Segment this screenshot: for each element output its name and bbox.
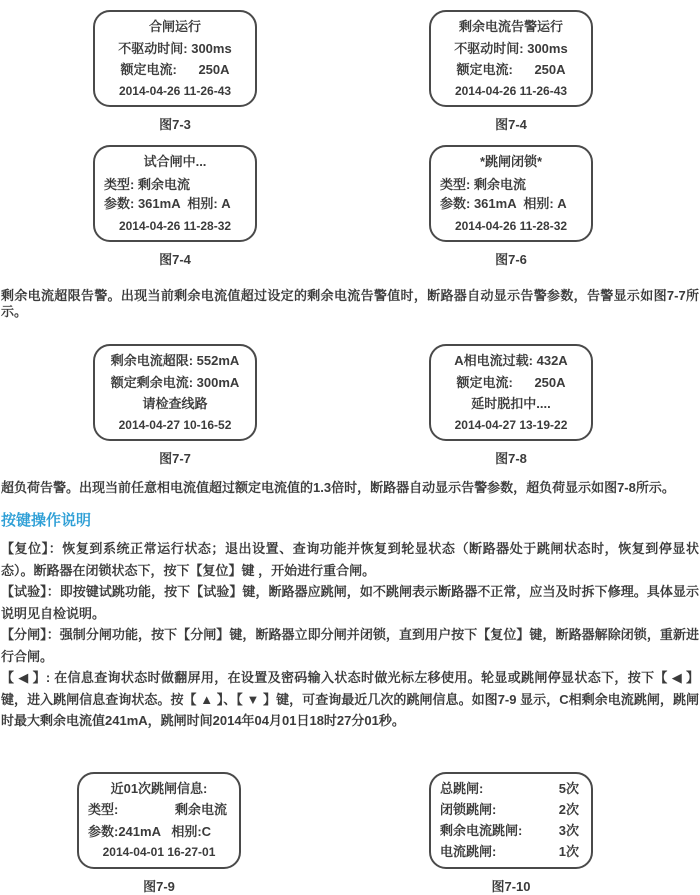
lcd-title: 剩余电流告警运行 bbox=[458, 19, 563, 34]
lcd-timestamp: 2014-04-01 16-27-01 bbox=[102, 845, 216, 860]
paragraph-open-key: 【分闸】：强制分闸功能，按下【分闸】键，断路器立即分闸并闭锁，直到用户按下【复位】键，断路器解除闭锁，重新进行合闸。 bbox=[1, 627, 699, 664]
lcd-counter-label: 闭锁跳闸: bbox=[440, 801, 497, 817]
paragraph-left-arrow-key: 【 ◀ 】: 在信息查询状态时做翻屏用，在设置及密码输入状态时做光标左移使用。轮显或跳闸停显状态下，按下【 ◀ 】键，进入跳闸信息查询状态。按【 ▲ 】、【 ▼ 】键，可查询最近几次的跳闸信息。如图7-9 显示，C相剩余电流跳闸，跳闸时最大剩余电流值241mA，跳闸时间2014年04月01日18时27分01秒。 bbox=[1, 670, 699, 728]
figure-caption: 图7-10 bbox=[491, 878, 531, 894]
figure-7-10 bbox=[336, 772, 686, 895]
figure-7-3 bbox=[0, 10, 350, 133]
figure-caption: 图7-6 bbox=[495, 252, 527, 267]
lcd-timestamp: 2014-04-26 11-26-43 bbox=[118, 83, 232, 98]
lcd-detail-group bbox=[99, 177, 251, 212]
lcd-screen-trip-counters bbox=[429, 772, 593, 869]
lcd-timestamp: 2014-04-26 11-28-32 bbox=[454, 218, 568, 233]
lcd-line: 请检查线路 bbox=[142, 396, 208, 412]
figure-7-9 bbox=[0, 772, 334, 895]
lcd-timestamp: 2014-04-27 10-16-52 bbox=[118, 417, 232, 432]
figure-7-8 bbox=[336, 344, 686, 467]
lcd-title: 试合闸中... bbox=[143, 154, 207, 169]
figure-caption: 图7-4 bbox=[159, 252, 191, 267]
paragraph-overload-alarm: 超负荷告警。出现当前任意相电流值超过额定电流值的1.3倍时，断路器自动显示告警参数，超负荷显示如图7-8所示。 bbox=[1, 480, 675, 495]
lcd-counter-row bbox=[435, 781, 587, 797]
figure-7-4-test-close bbox=[0, 145, 350, 268]
lcd-counter-value: 2次 bbox=[558, 801, 579, 817]
lcd-counter-label: 剩余电流跳闸: bbox=[440, 822, 523, 838]
lcd-title: 合闸运行 bbox=[148, 19, 201, 34]
lcd-timestamp: 2014-04-27 13-19-22 bbox=[454, 417, 568, 432]
lcd-counter-value: 3次 bbox=[558, 822, 579, 838]
lcd-title: A相电流过载: 432A bbox=[454, 353, 568, 368]
lcd-line: 额定剩余电流: 300mA bbox=[110, 374, 240, 390]
figure-caption: 图7-7 bbox=[159, 451, 191, 466]
lcd-line: 参数:241mA 相别:C bbox=[88, 823, 212, 839]
lcd-line: 类型: 剩余电流 bbox=[440, 176, 526, 192]
lcd-line: 类型: 剩余电流 bbox=[104, 176, 190, 192]
lcd-line: 额定电流: 250A bbox=[120, 62, 230, 78]
lcd-line: 参数: 361mA 相别: A bbox=[440, 196, 567, 212]
figure-caption: 图7-3 bbox=[159, 117, 191, 132]
lcd-line: 不驱动时间: 300ms bbox=[454, 40, 568, 56]
lcd-counter-label: 总跳闸: bbox=[440, 780, 484, 796]
lcd-timestamp: 2014-04-26 11-26-43 bbox=[454, 83, 568, 98]
figure-row-3 bbox=[0, 344, 700, 467]
lcd-screen-test-closing bbox=[93, 145, 257, 242]
key-operation-descriptions bbox=[0, 538, 700, 732]
paragraph-test-key: 【试验】：即按键试跳功能，按下【试验】键，断路器应跳闸，如不跳闸表示断路器不正常，应当及时拆下修理。具体显示说明见自检说明。 bbox=[1, 584, 699, 621]
figure-7-7 bbox=[0, 344, 350, 467]
lcd-title: 近01次跳闸信息: bbox=[110, 780, 208, 796]
lcd-counter-value: 1次 bbox=[558, 843, 579, 859]
figure-row-4 bbox=[0, 772, 700, 895]
lcd-screen-last-trip-info bbox=[77, 772, 241, 869]
lcd-screen-phase-a-overload bbox=[429, 344, 593, 441]
lcd-counter-row bbox=[435, 802, 587, 818]
lcd-counter-row bbox=[435, 844, 587, 860]
figure-7-4 bbox=[336, 10, 686, 133]
lcd-counter-row bbox=[435, 823, 587, 839]
lcd-line: 额定电流: 250A bbox=[456, 62, 566, 78]
lcd-counter-label: 电流跳闸: bbox=[440, 843, 497, 859]
figure-caption: 图7-4 bbox=[495, 117, 527, 132]
lcd-line: 不驱动时间: 300ms bbox=[118, 40, 232, 56]
lcd-screen-residual-overlimit bbox=[93, 344, 257, 441]
paragraph-residual-overlimit-alarm: 剩余电流超限告警。出现当前剩余电流值超过设定的剩余电流告警值时，断路器自动显示告警参数，告警显示如图7-7所示。 bbox=[1, 288, 699, 319]
lcd-line: 延时脱扣中.... bbox=[471, 396, 551, 412]
lcd-title: *跳闸闭锁* bbox=[479, 154, 543, 169]
figure-7-6 bbox=[336, 145, 686, 268]
figure-caption: 图7-8 bbox=[495, 451, 527, 466]
lcd-type-label: 类型: bbox=[88, 802, 119, 818]
figure-row-1 bbox=[0, 10, 700, 133]
figure-row-2 bbox=[0, 145, 700, 268]
lcd-detail-group bbox=[435, 177, 587, 212]
lcd-screen-residual-alarm-running bbox=[429, 10, 593, 107]
lcd-line: 参数: 361mA 相别: A bbox=[104, 196, 231, 212]
lcd-title: 剩余电流超限: 552mA bbox=[110, 353, 240, 368]
lcd-screen-trip-lockout bbox=[429, 145, 593, 242]
paragraph-reset-key: 【复位】：恢复到系统正常运行状态；退出设置、查询功能并恢复到轮显状态（断路器处于跳闸状态时，恢复到停显状态）。断路器在闭锁状态下，按下【复位】键 ，开始进行重合闸。 bbox=[1, 541, 699, 578]
lcd-timestamp: 2014-04-26 11-28-32 bbox=[118, 218, 232, 233]
lcd-screen-running bbox=[93, 10, 257, 107]
section-heading-key-operations: 按键操作说明 bbox=[1, 512, 92, 529]
figure-caption: 图7-9 bbox=[143, 878, 175, 894]
lcd-type-row bbox=[83, 802, 235, 818]
lcd-line: 额定电流: 250A bbox=[456, 374, 566, 390]
lcd-counter-value: 5次 bbox=[558, 780, 579, 796]
lcd-type-value: 剩余电流 bbox=[174, 802, 227, 818]
